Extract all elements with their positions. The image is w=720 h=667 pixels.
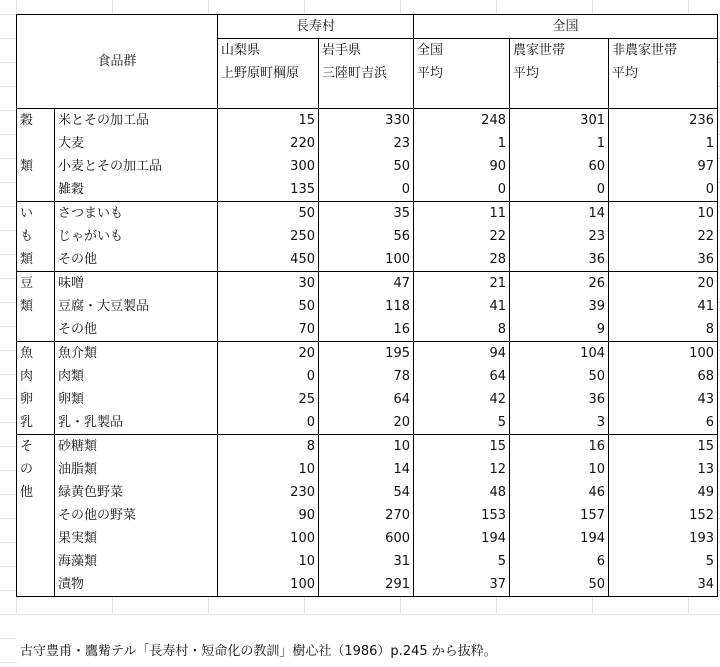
food-item-name: 漬物 bbox=[55, 573, 218, 597]
value-farm: 104 bbox=[510, 341, 609, 365]
value-iwate: 118 bbox=[319, 295, 414, 318]
value-nonfarm: 15 bbox=[609, 434, 718, 458]
header-farm-avg: 平均 bbox=[510, 62, 609, 85]
food-item-name: 魚介類 bbox=[55, 341, 218, 365]
header-blank bbox=[510, 85, 609, 108]
food-item-name: その他の野菜 bbox=[55, 504, 218, 527]
food-group-label: 他 bbox=[17, 481, 55, 504]
table-row bbox=[17, 132, 718, 155]
food-group-label: い bbox=[17, 201, 55, 225]
value-farm: 50 bbox=[510, 573, 609, 597]
food-item-name: 緑黄色野菜 bbox=[55, 481, 218, 504]
food-group-label bbox=[17, 132, 55, 155]
food-group-label: の bbox=[17, 458, 55, 481]
value-farm: 26 bbox=[510, 271, 609, 295]
value-national: 42 bbox=[414, 388, 510, 411]
food-item-name: その他 bbox=[55, 248, 218, 272]
table-row bbox=[17, 527, 718, 550]
value-farm: 39 bbox=[510, 295, 609, 318]
value-iwate: 330 bbox=[319, 108, 414, 132]
value-iwate: 35 bbox=[319, 201, 414, 225]
value-nonfarm: 22 bbox=[609, 225, 718, 248]
value-yamanashi: 30 bbox=[218, 271, 319, 295]
value-yamanashi: 100 bbox=[218, 527, 319, 550]
value-national: 11 bbox=[414, 201, 510, 225]
header-blank bbox=[319, 85, 414, 108]
value-nonfarm: 1 bbox=[609, 132, 718, 155]
value-yamanashi: 10 bbox=[218, 458, 319, 481]
header-farm-household: 農家世帯 bbox=[510, 39, 609, 63]
value-farm: 36 bbox=[510, 248, 609, 272]
value-yamanashi: 135 bbox=[218, 178, 319, 202]
value-farm: 0 bbox=[510, 178, 609, 202]
header-longevity-village: 長寿村 bbox=[218, 15, 414, 39]
table-row bbox=[17, 225, 718, 248]
value-farm: 9 bbox=[510, 318, 609, 342]
value-iwate: 47 bbox=[319, 271, 414, 295]
food-group-label: 類 bbox=[17, 248, 55, 272]
value-nonfarm: 8 bbox=[609, 318, 718, 342]
spreadsheet bbox=[16, 14, 718, 597]
value-yamanashi: 300 bbox=[218, 155, 319, 178]
value-yamanashi: 220 bbox=[218, 132, 319, 155]
value-iwate: 291 bbox=[319, 573, 414, 597]
food-group-label bbox=[17, 573, 55, 597]
value-iwate: 14 bbox=[319, 458, 414, 481]
value-farm: 3 bbox=[510, 411, 609, 435]
value-yamanashi: 8 bbox=[218, 434, 319, 458]
value-farm: 50 bbox=[510, 365, 609, 388]
table-row bbox=[17, 365, 718, 388]
value-farm: 6 bbox=[510, 550, 609, 573]
value-yamanashi: 0 bbox=[218, 365, 319, 388]
header-national: 全国 bbox=[414, 39, 510, 63]
value-nonfarm: 100 bbox=[609, 341, 718, 365]
table-row bbox=[17, 458, 718, 481]
food-group-label: 豆 bbox=[17, 271, 55, 295]
table-row bbox=[17, 341, 718, 365]
table-row bbox=[17, 504, 718, 527]
food-group-label bbox=[17, 527, 55, 550]
table-row bbox=[17, 550, 718, 573]
value-nonfarm: 34 bbox=[609, 573, 718, 597]
value-national: 0 bbox=[414, 178, 510, 202]
value-national: 153 bbox=[414, 504, 510, 527]
value-iwate: 23 bbox=[319, 132, 414, 155]
food-item-name: 豆腐・大豆製品 bbox=[55, 295, 218, 318]
food-group-label: 類 bbox=[17, 155, 55, 178]
value-yamanashi: 70 bbox=[218, 318, 319, 342]
value-national: 37 bbox=[414, 573, 510, 597]
table-row bbox=[17, 108, 718, 132]
food-item-name: 味噌 bbox=[55, 271, 218, 295]
value-nonfarm: 49 bbox=[609, 481, 718, 504]
value-iwate: 10 bbox=[319, 434, 414, 458]
value-farm: 16 bbox=[510, 434, 609, 458]
food-group-label: 卵 bbox=[17, 388, 55, 411]
value-iwate: 600 bbox=[319, 527, 414, 550]
table-row bbox=[17, 411, 718, 435]
value-iwate: 56 bbox=[319, 225, 414, 248]
value-farm: 60 bbox=[510, 155, 609, 178]
value-nonfarm: 193 bbox=[609, 527, 718, 550]
value-iwate: 100 bbox=[319, 248, 414, 272]
value-nonfarm: 5 bbox=[609, 550, 718, 573]
food-item-name: さつまいも bbox=[55, 201, 218, 225]
food-item-name: 肉類 bbox=[55, 365, 218, 388]
header-row-1 bbox=[17, 15, 718, 39]
food-group-label: 魚 bbox=[17, 341, 55, 365]
value-iwate: 270 bbox=[319, 504, 414, 527]
value-nonfarm: 236 bbox=[609, 108, 718, 132]
value-national: 1 bbox=[414, 132, 510, 155]
value-national: 21 bbox=[414, 271, 510, 295]
food-group-label bbox=[17, 318, 55, 342]
value-farm: 46 bbox=[510, 481, 609, 504]
header-iwate-town: 三陸町吉浜 bbox=[319, 62, 414, 85]
food-group-label: 肉 bbox=[17, 365, 55, 388]
table-row bbox=[17, 573, 718, 597]
value-yamanashi: 50 bbox=[218, 201, 319, 225]
source-footnote: 古守豊甫・鷹觜テル「長寿村・短命化の教訓」樹心社（1986）p.245 から抜粋。 bbox=[20, 640, 503, 663]
header-national-avg: 平均 bbox=[414, 62, 510, 85]
value-farm: 157 bbox=[510, 504, 609, 527]
value-iwate: 64 bbox=[319, 388, 414, 411]
value-nonfarm: 6 bbox=[609, 411, 718, 435]
food-item-name: 雑穀 bbox=[55, 178, 218, 202]
value-farm: 194 bbox=[510, 527, 609, 550]
table-row bbox=[17, 388, 718, 411]
value-national: 12 bbox=[414, 458, 510, 481]
value-farm: 14 bbox=[510, 201, 609, 225]
value-national: 194 bbox=[414, 527, 510, 550]
food-intake-table bbox=[16, 14, 718, 597]
value-yamanashi: 90 bbox=[218, 504, 319, 527]
value-nonfarm: 68 bbox=[609, 365, 718, 388]
value-iwate: 78 bbox=[319, 365, 414, 388]
value-national: 94 bbox=[414, 341, 510, 365]
table-row bbox=[17, 178, 718, 202]
value-national: 90 bbox=[414, 155, 510, 178]
value-yamanashi: 20 bbox=[218, 341, 319, 365]
value-national: 8 bbox=[414, 318, 510, 342]
food-item-name: じゃがいも bbox=[55, 225, 218, 248]
value-yamanashi: 0 bbox=[218, 411, 319, 435]
food-item-name: 小麦とその加工品 bbox=[55, 155, 218, 178]
value-national: 64 bbox=[414, 365, 510, 388]
value-nonfarm: 152 bbox=[609, 504, 718, 527]
food-item-name: 卵類 bbox=[55, 388, 218, 411]
value-farm: 36 bbox=[510, 388, 609, 411]
value-farm: 1 bbox=[510, 132, 609, 155]
value-iwate: 31 bbox=[319, 550, 414, 573]
value-nonfarm: 43 bbox=[609, 388, 718, 411]
value-iwate: 195 bbox=[319, 341, 414, 365]
food-group-label: 乳 bbox=[17, 411, 55, 435]
header-nonfarm-avg: 平均 bbox=[609, 62, 718, 85]
value-national: 248 bbox=[414, 108, 510, 132]
value-nonfarm: 41 bbox=[609, 295, 718, 318]
value-national: 15 bbox=[414, 434, 510, 458]
header-iwate-pref: 岩手県 bbox=[319, 39, 414, 63]
value-nonfarm: 97 bbox=[609, 155, 718, 178]
value-national: 22 bbox=[414, 225, 510, 248]
value-national: 48 bbox=[414, 481, 510, 504]
value-iwate: 16 bbox=[319, 318, 414, 342]
value-yamanashi: 25 bbox=[218, 388, 319, 411]
table-row bbox=[17, 434, 718, 458]
value-iwate: 54 bbox=[319, 481, 414, 504]
value-iwate: 50 bbox=[319, 155, 414, 178]
value-yamanashi: 250 bbox=[218, 225, 319, 248]
value-yamanashi: 230 bbox=[218, 481, 319, 504]
table-row bbox=[17, 201, 718, 225]
table-row bbox=[17, 481, 718, 504]
food-item-name: 油脂類 bbox=[55, 458, 218, 481]
value-national: 41 bbox=[414, 295, 510, 318]
food-group-label: 類 bbox=[17, 295, 55, 318]
food-item-name: 米とその加工品 bbox=[55, 108, 218, 132]
header-food-group: 食品群 bbox=[17, 15, 218, 109]
table-row bbox=[17, 318, 718, 342]
value-yamanashi: 50 bbox=[218, 295, 319, 318]
header-yamanashi-pref: 山梨県 bbox=[218, 39, 319, 63]
header-yamanashi-town: 上野原町棡原 bbox=[218, 62, 319, 85]
value-national: 5 bbox=[414, 550, 510, 573]
value-iwate: 20 bbox=[319, 411, 414, 435]
table-row bbox=[17, 295, 718, 318]
value-nonfarm: 0 bbox=[609, 178, 718, 202]
value-iwate: 0 bbox=[319, 178, 414, 202]
table-row bbox=[17, 271, 718, 295]
header-nationwide: 全国 bbox=[414, 15, 718, 39]
food-item-name: 果実類 bbox=[55, 527, 218, 550]
header-blank bbox=[609, 85, 718, 108]
header-blank bbox=[218, 85, 319, 108]
value-farm: 301 bbox=[510, 108, 609, 132]
value-farm: 23 bbox=[510, 225, 609, 248]
food-item-name: その他 bbox=[55, 318, 218, 342]
header-nonfarm-household: 非農家世帯 bbox=[609, 39, 718, 63]
value-nonfarm: 36 bbox=[609, 248, 718, 272]
value-yamanashi: 450 bbox=[218, 248, 319, 272]
value-national: 5 bbox=[414, 411, 510, 435]
value-farm: 10 bbox=[510, 458, 609, 481]
food-group-label: も bbox=[17, 225, 55, 248]
value-yamanashi: 100 bbox=[218, 573, 319, 597]
value-yamanashi: 15 bbox=[218, 108, 319, 132]
food-group-label bbox=[17, 504, 55, 527]
table-row bbox=[17, 155, 718, 178]
food-item-name: 大麦 bbox=[55, 132, 218, 155]
food-group-label: 穀 bbox=[17, 108, 55, 132]
value-national: 28 bbox=[414, 248, 510, 272]
food-item-name: 海藻類 bbox=[55, 550, 218, 573]
value-yamanashi: 10 bbox=[218, 550, 319, 573]
food-group-label bbox=[17, 550, 55, 573]
value-nonfarm: 10 bbox=[609, 201, 718, 225]
header-blank bbox=[414, 85, 510, 108]
food-group-label bbox=[17, 178, 55, 202]
value-nonfarm: 20 bbox=[609, 271, 718, 295]
food-group-label: そ bbox=[17, 434, 55, 458]
table-row bbox=[17, 248, 718, 272]
food-item-name: 砂糖類 bbox=[55, 434, 218, 458]
value-nonfarm: 13 bbox=[609, 458, 718, 481]
food-item-name: 乳・乳製品 bbox=[55, 411, 218, 435]
